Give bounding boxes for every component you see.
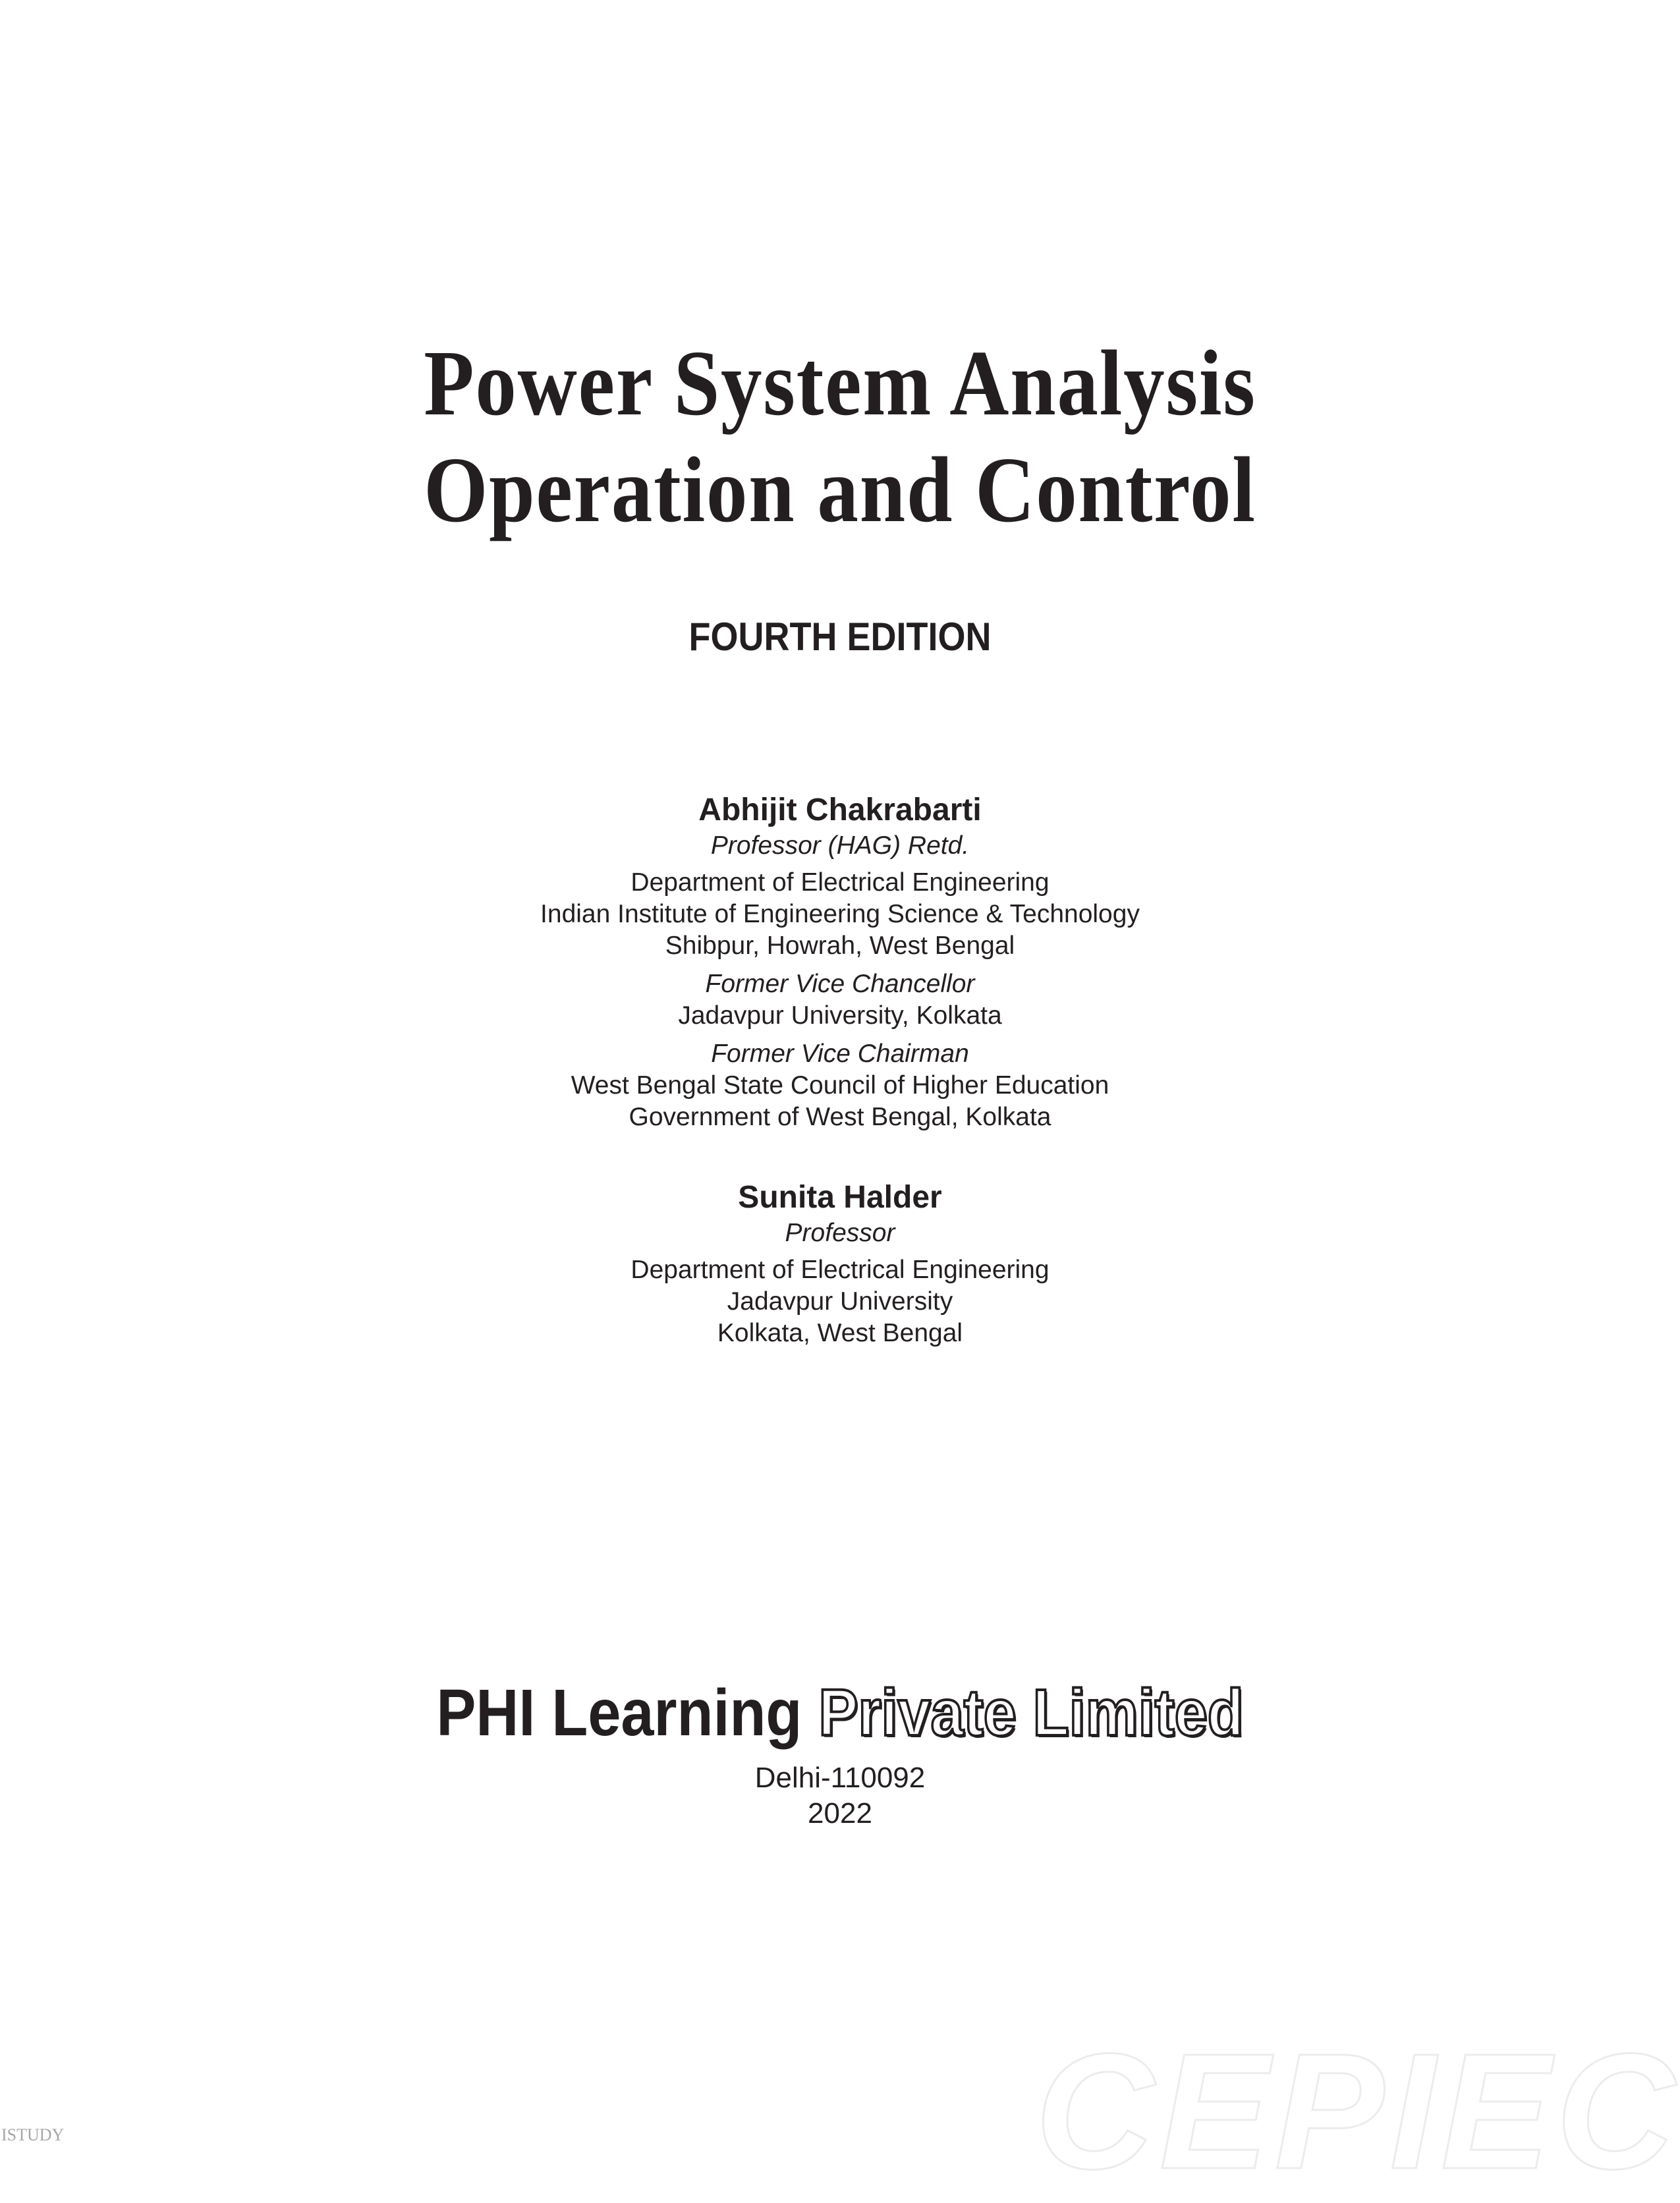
author-block-1 [0,791,1680,1133]
author-block-2 [0,1178,1680,1349]
publication-year: 2022 [808,1797,872,1829]
affiliation-line: Shibpur, Howrah, West Bengal [665,932,1015,960]
author-name: Abhijit Chakrabarti [698,793,982,827]
affiliation-line: Kolkata, West Bengal [717,1319,963,1347]
edition-label: FOURTH EDITION [688,615,992,659]
publisher-city: Delhi-110092 [754,1762,926,1794]
book-title-line2: Operation and Control [424,437,1256,542]
affiliation-line: Government of West Bengal, Kolkata [629,1103,1051,1131]
affiliation-line: Indian Institute of Engineering Science & Technology [540,900,1140,928]
author-role: Professor (HAG) Retd. [710,831,970,860]
author-role: Former Vice Chancellor [705,970,975,998]
watermark-text: ISTUDY [1,2125,65,2144]
author-name: Sunita Halder [738,1180,942,1215]
affiliation-line: Jadavpur University, Kolkata [678,1001,1002,1030]
publisher-name-solid: PHI Learning [436,1676,802,1750]
affiliation-line: Jadavpur University [727,1287,953,1316]
book-title-line1: Power System Analysis [424,331,1256,435]
author-role: Former Vice Chairman [711,1040,969,1068]
publisher-imprint [0,1760,1680,1831]
publisher-logo [84,1673,1596,1752]
watermark-logo: CEPIEC [1035,2019,1680,2203]
publisher-name-outline: Private Limited [818,1676,1244,1750]
affiliation-line: West Bengal State Council of Higher Education [571,1071,1109,1100]
affiliation-line: Department of Electrical Engineering [630,868,1050,897]
author-role: Professor [785,1219,895,1247]
affiliation-line: Department of Electrical Engineering [630,1256,1050,1284]
book-title [101,329,1579,543]
